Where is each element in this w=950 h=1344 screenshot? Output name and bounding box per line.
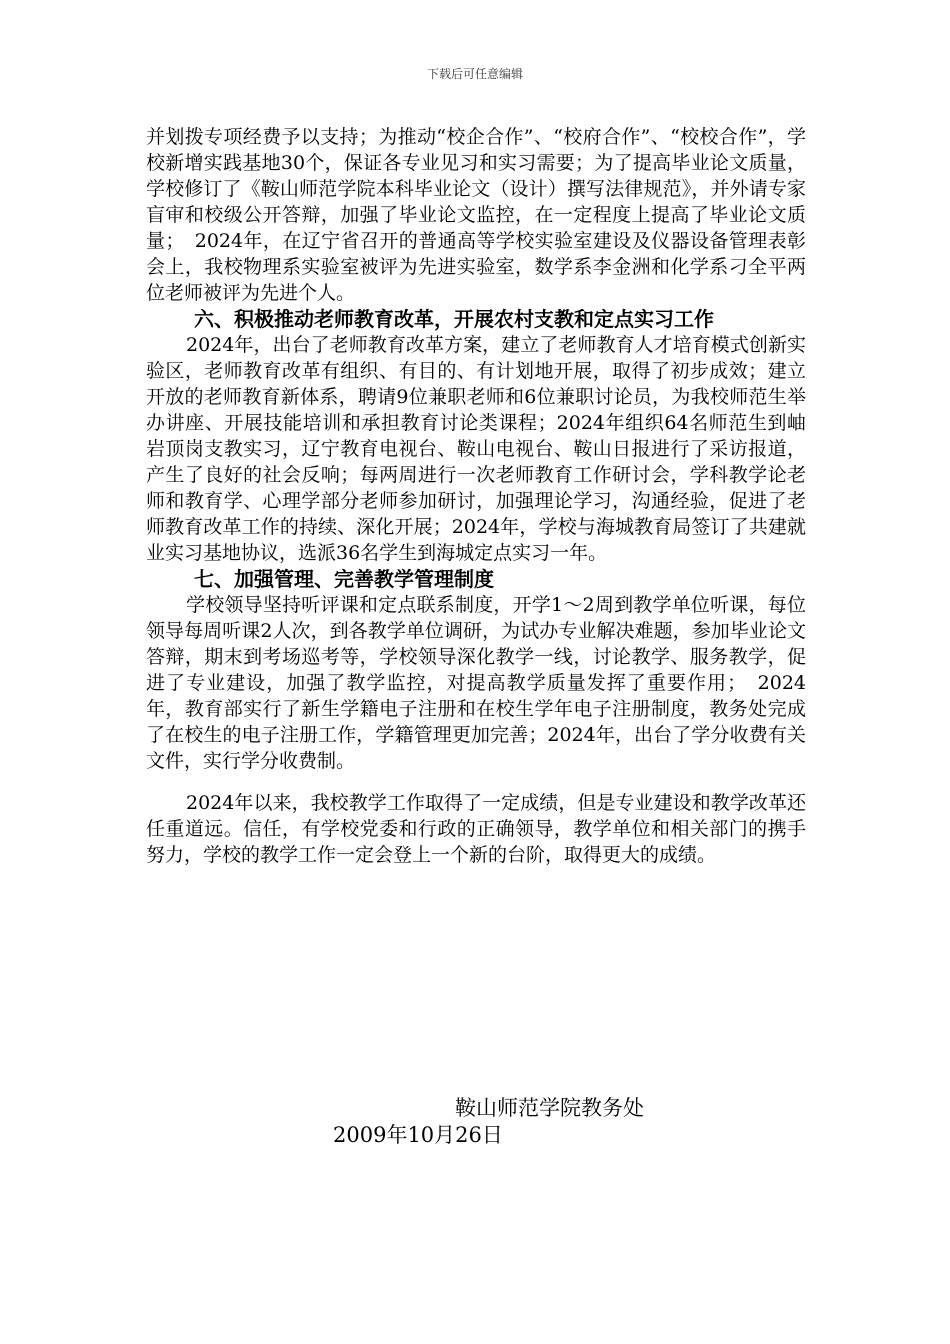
paragraph-conclusion: 2024年以来，我校教学工作取得了一定成绩，但是专业建设和教学改革还任重道远。信任，有学校党委和行政的正确领导，教学单位和相关部门的携手努力，学校的教学工作一定会登上一个新的台阶，取得更大的成绩。 xyxy=(146,792,806,866)
paragraph-teacher-education-reform: 2024年，出台了老师教育改革方案，建立了老师教育人才培育模式创新实验区，老师教育改革有组织、有目的、有计划地开展，取得了初步成效；建立开放的老师教育新体系，聘请9位兼职老师和6位兼职讨论员，为我校师范生举办讲座、开展技能培训和承担教育讨论类课程；2024年组织64名师范生到岫岩顶岗支教实习，辽宁教育电视台、鞍山电视台、鞍山日报进行了采访报道，产生了良好的社会反响；每两周进行一次老师教育工作研讨会，学科教学论老师和教育学、心理学部分老师参加研讨，加强理论学习，沟通经验，促进了老师教育改革工作的持续、深化开展；2024年，学校与海城教育局签订了共建就业实习基地协议，选派36名学生到海城定点实习一年。 xyxy=(146,334,806,564)
page-header-note: 下载后可任意编辑 xyxy=(426,67,523,81)
paragraph-management-system: 学校领导坚持听评课和定点联系制度，开学1～2周到教学单位听课，每位领导每周听课2人次，到各教学单位调研，为试办专业解决难题，参加毕业论文答辩，期末到考场巡考等，学校领导深化教学一线，讨论教学、服务教学，促进了专业建设，加强了教学监控，对提高教学质量发挥了重要作用； 2024年，教育部实行了新生学籍电子注册和在校生学年电子注册制度，教务处完成了在校生的电子注册工作，学籍管理更加完善；2024年，出台了学分收费有关文件，实行学分收费制。 xyxy=(146,594,806,772)
signature-organization: 鞍山师范学院教务处 xyxy=(455,1096,644,1120)
signature-date: 2009年10月26日 xyxy=(333,1123,503,1147)
paragraph-funding-practice: 并划拨专项经费予以支持；为推动“校企合作”、“校府合作”、“校校合作”，学校新增实践基地30个，保证各专业见习和实习需要；为了提高毕业论文质量，学校修订了《鞍山师范学院本科毕业论文（设计）撰写法律规范》，并外请专家盲审和校级公开答辩，加强了毕业论文监控，在一定程度上提高了毕业论文质量； 2024年，在辽宁省召开的普通高等学校实验室建设及仪器设备管理表彰会上，我校物理系实验室被评为先进实验室，数学系李金洲和化学系刁全平两位老师被评为先进个人。 xyxy=(146,126,806,304)
paragraph-spacer xyxy=(146,774,806,790)
document-body xyxy=(146,124,806,868)
section-heading-six: 六、积极推动老师教育改革，开展农村支教和定点实习工作 xyxy=(194,307,714,331)
section-heading-seven: 七、加强管理、完善教学管理制度 xyxy=(194,567,494,591)
